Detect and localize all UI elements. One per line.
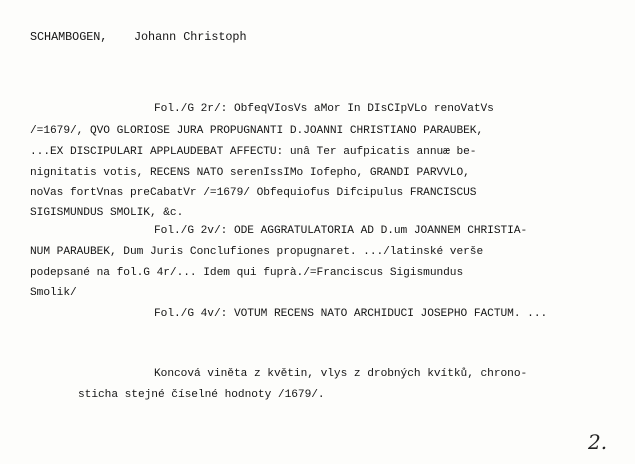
entry-1-line-6: SIGISMUNDUS SMOLIK, &c. (30, 207, 184, 219)
entry-2-line-3: podepsané na fol.G 4r/... Idem qui fuprà./=Franciscus Sigismundus (30, 267, 464, 279)
entry-1-line-4: nignitatis votis, RECENS NATO serenIssIMo Iofepho, GRANDI PARVVLO, (30, 167, 470, 179)
entry-1-line-3: ...EX DISCIPULARI APPLAUDEBAT AFFECTU: unâ Ter aufpicatis annuæ be- (30, 146, 477, 158)
note-line-1: Koncová viněta z květin, vlys z drobných kvítků, chrono- (154, 368, 528, 380)
entry-2-line-1: Fol./G 2v/: ODE AGGRATULATORIA AD D.um JOANNEM CHRISTIA- (154, 225, 528, 237)
entry-2-line-2: NUM PARAUBEK, Dum Juris Conclufiones propugnaret. .../latinské verše (30, 246, 484, 258)
entry-1-line-1: Fol./G 2r/: ObfeqVIosVs aMor In DIsCIpVLo renoVatVs (154, 103, 494, 115)
entry-3-line-1: Fol./G 4v/: VOTUM RECENS NATO ARCHIDUCI JOSEPHO FACTUM. ... (154, 308, 548, 320)
entry-1-line-5: noVas fortVnas preCabatVr /=1679/ Obfequiofus Difcipulus FRANCISCUS (30, 187, 477, 199)
entry-2-line-4: Smolik/ (30, 287, 77, 299)
page-number: 2. (588, 430, 608, 454)
author-given-name: Johann Christoph (134, 30, 247, 44)
note-line-2: sticha stejné číselné hodnoty /1679/. (78, 389, 325, 401)
entry-1-line-2: /=1679/, QVO GLORIOSE JURA PROPUGNANTI D.JOANNI CHRISTIANO PARAUBEK, (30, 125, 484, 137)
author-surname: SCHAMBOGEN, (30, 30, 108, 44)
